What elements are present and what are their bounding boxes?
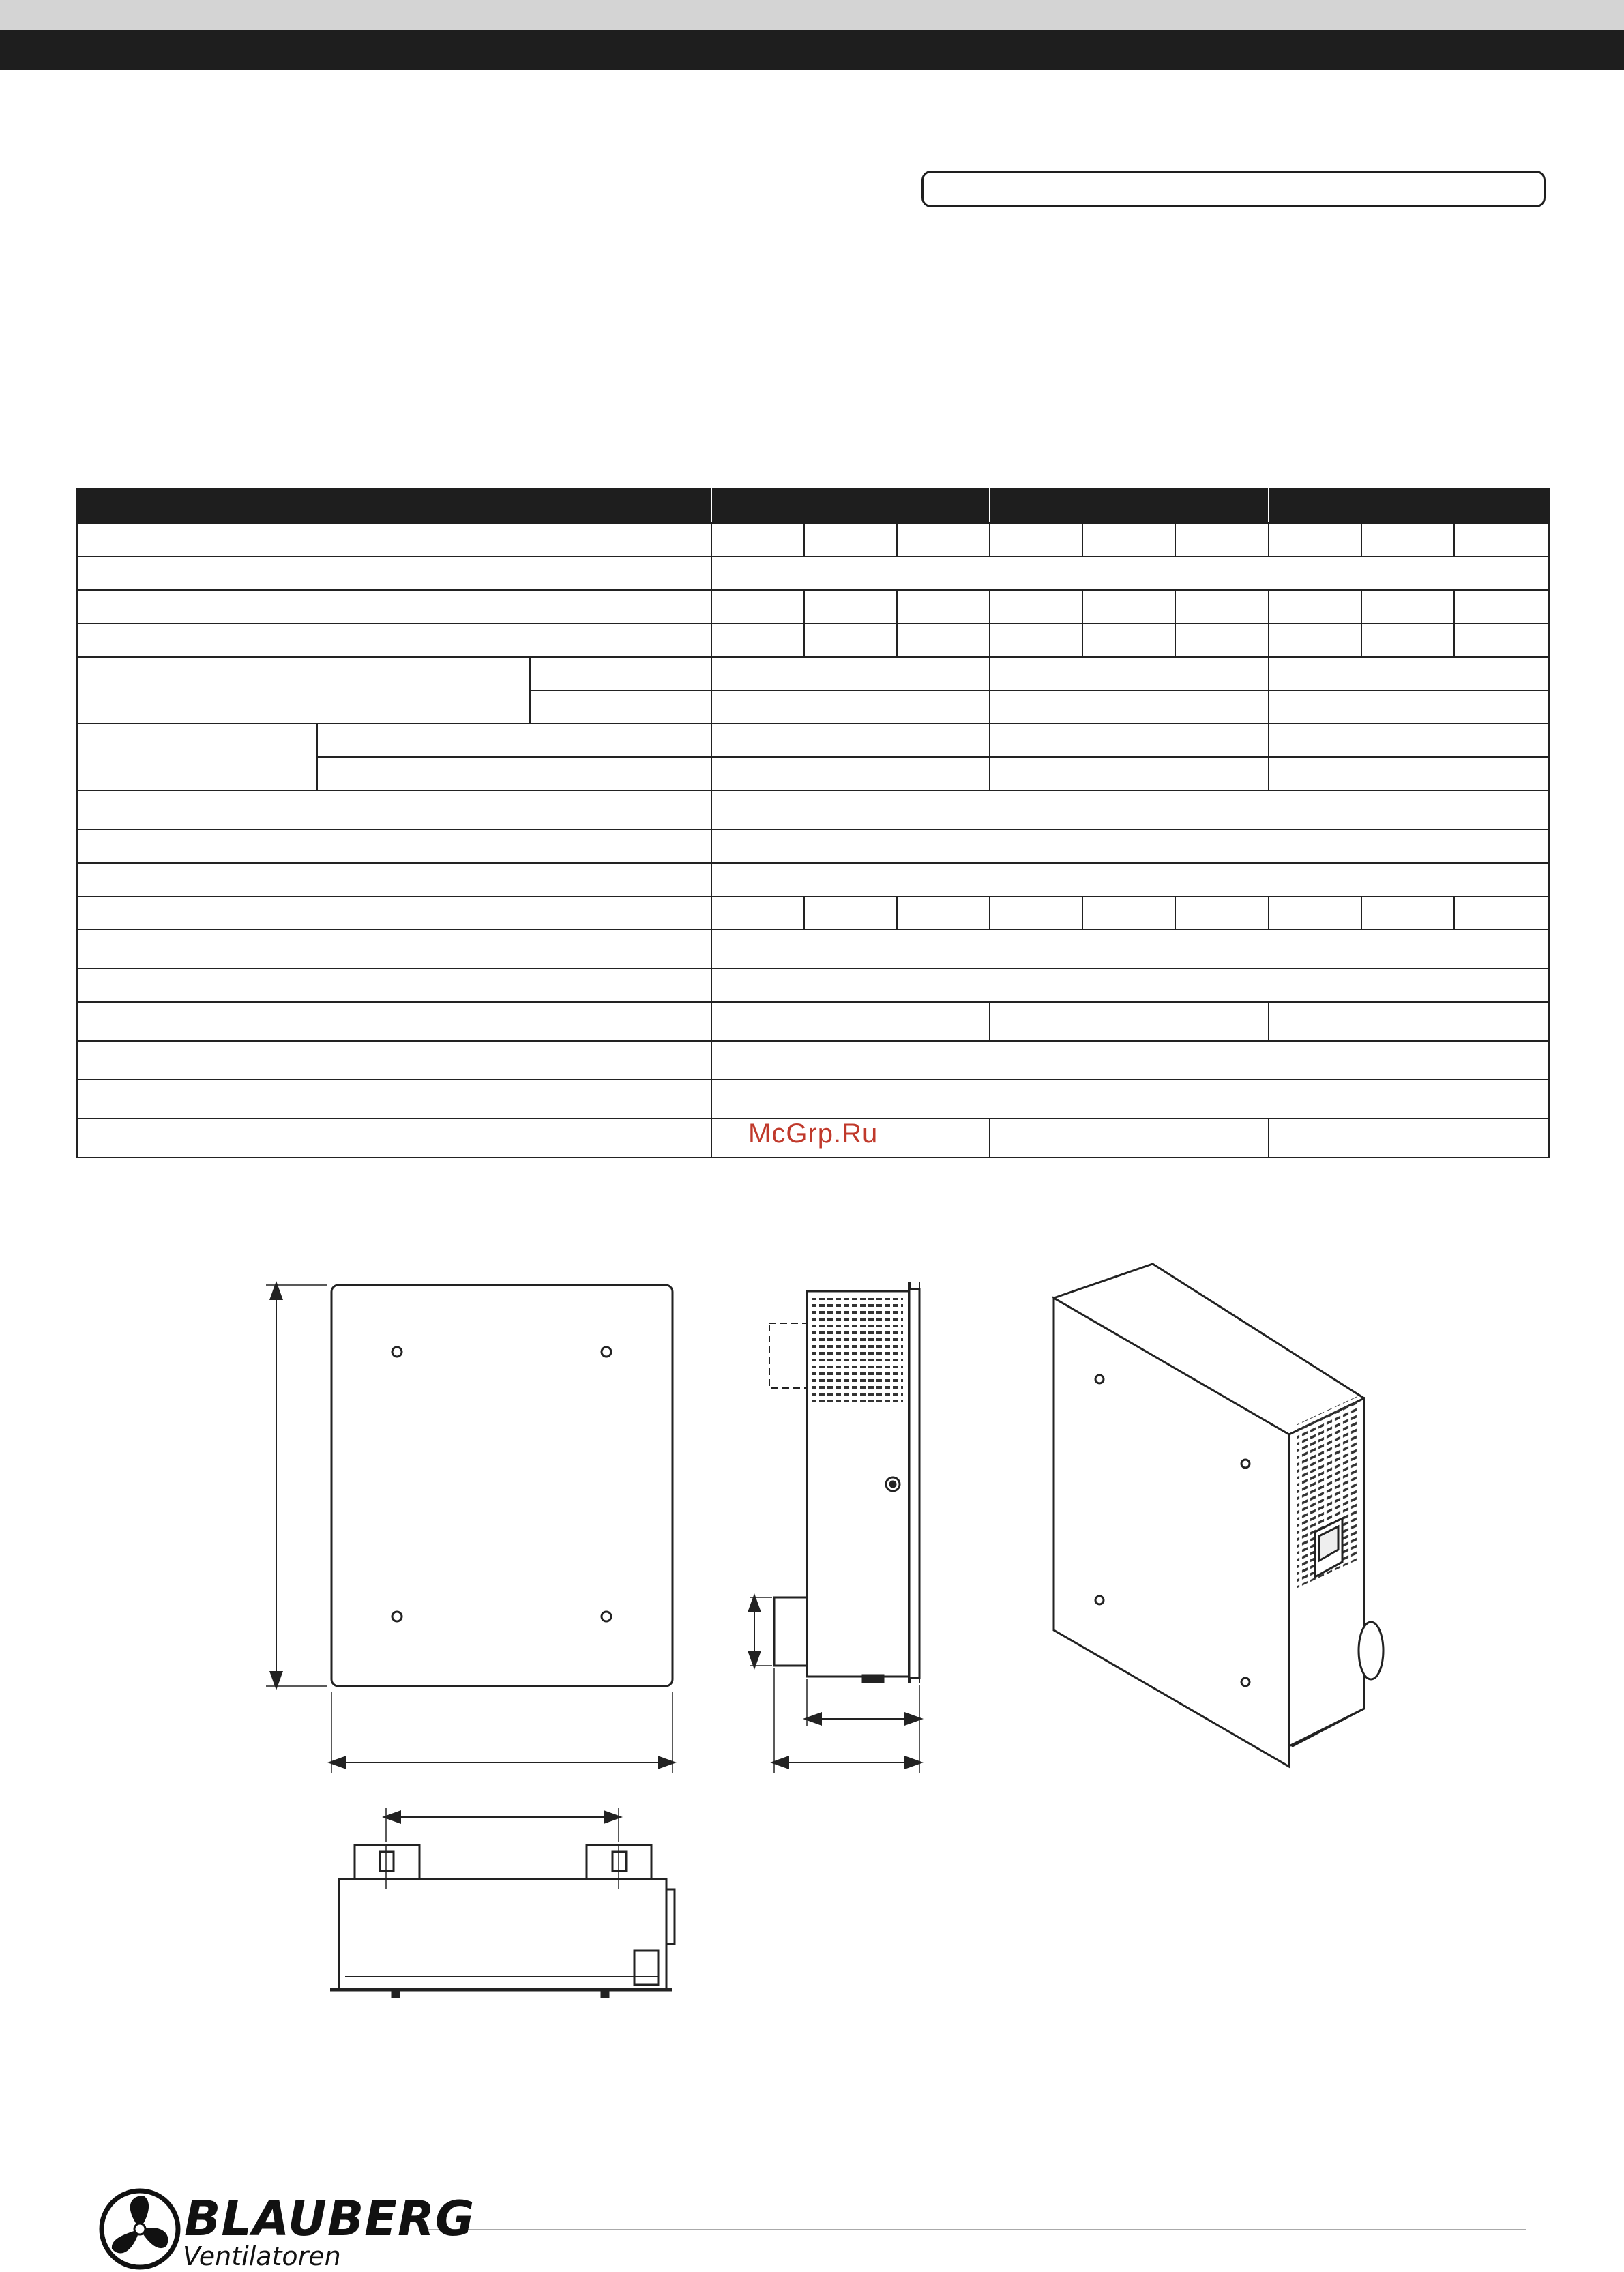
side-view-drawing [750, 1282, 919, 1773]
blauberg-fan-logo-icon [95, 2186, 184, 2272]
perspective-view-drawing [1054, 1264, 1383, 1767]
watermark-text: McGrp.Ru [748, 1119, 879, 1149]
top-view-drawing [330, 1808, 675, 1997]
brand-name: BLAUBERG [184, 2191, 475, 2247]
brand-subtitle: Ventilatoren [183, 2241, 341, 2271]
front-view-drawing [266, 1285, 673, 1773]
footer-divider [425, 2229, 1526, 2230]
